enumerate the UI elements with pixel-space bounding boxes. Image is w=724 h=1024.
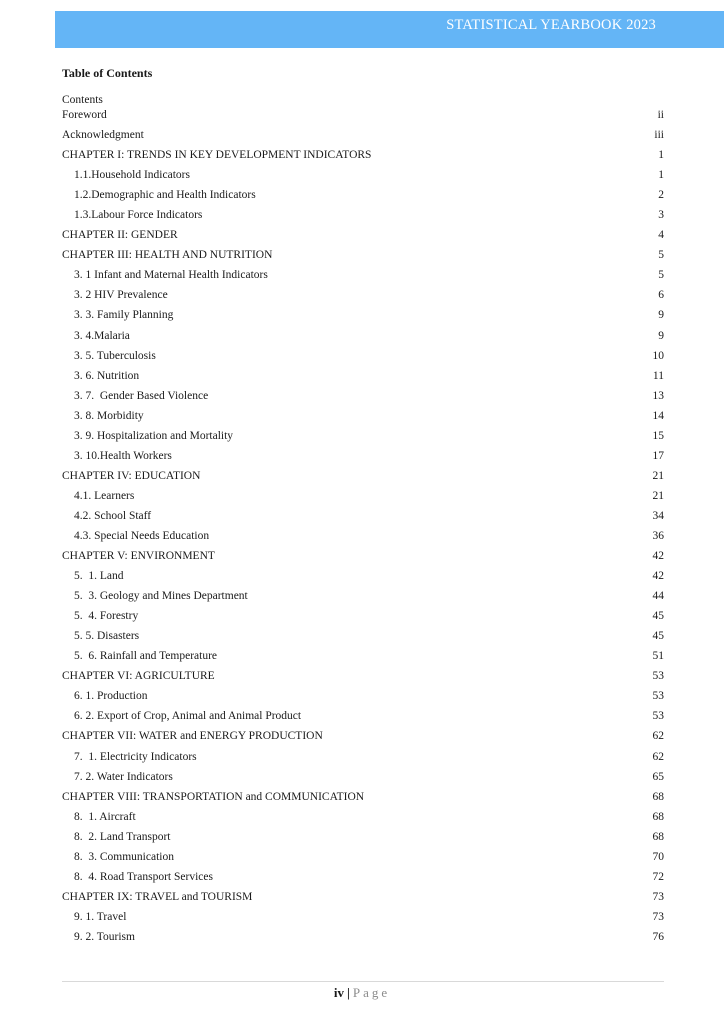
- toc-entry-page: 11: [652, 369, 664, 382]
- toc-entry-page: ii: [657, 109, 664, 121]
- toc-section-entry[interactable]: [62, 909, 664, 929]
- toc-entry-page: 53: [652, 670, 664, 683]
- toc-entry-title: 3. 5. Tuberculosis: [74, 349, 156, 362]
- toc-entry-title: Foreword: [62, 109, 107, 121]
- toc-entry-page: 13: [652, 389, 664, 402]
- header-band: [55, 11, 724, 48]
- toc-entry-page: 73: [652, 890, 664, 903]
- toc-entry-page: 53: [652, 710, 664, 723]
- toc-entry-page: 17: [652, 449, 664, 462]
- toc-entry-title: 1.3.Labour Force Indicators: [74, 209, 203, 222]
- toc-chapter-entry[interactable]: [62, 227, 664, 247]
- toc-entry-title: 5. 4. Forestry: [74, 610, 139, 623]
- footer-divider: [62, 981, 664, 982]
- toc-entry-page: 36: [652, 529, 664, 542]
- toc-section-entry[interactable]: [62, 648, 664, 668]
- toc-chapter-entry[interactable]: [62, 789, 664, 809]
- toc-entry-page: 62: [652, 730, 664, 743]
- toc-chapter-entry[interactable]: [62, 247, 664, 267]
- toc-section-entry[interactable]: [62, 628, 664, 648]
- toc-entry-title: 8. 2. Land Transport: [74, 830, 171, 843]
- toc-chapter-entry[interactable]: [62, 889, 664, 909]
- toc-chapter-entry[interactable]: [62, 127, 664, 147]
- toc-entry-page: 14: [652, 409, 664, 422]
- toc-list: [62, 107, 664, 949]
- toc-entry-title: Acknowledgment: [62, 129, 144, 142]
- toc-entry-page: 70: [652, 850, 664, 863]
- toc-section-entry[interactable]: [62, 528, 664, 548]
- toc-entry-title: 5. 5. Disasters: [74, 630, 140, 643]
- toc-entry-title: 4.3. Special Needs Education: [74, 529, 210, 542]
- toc-entry-title: 7. 1. Electricity Indicators: [74, 750, 197, 763]
- toc-heading: Table of Contents: [62, 66, 153, 80]
- toc-entry-page: 2: [658, 189, 664, 202]
- toc-section-entry[interactable]: [62, 488, 664, 508]
- toc-section-entry[interactable]: [62, 809, 664, 829]
- document-title: STATISTICAL YEARBOOK 2023: [446, 17, 656, 33]
- toc-entry-page: 1: [658, 169, 664, 182]
- toc-entry-title: 3. 10.Health Workers: [74, 449, 172, 462]
- toc-entry-title: 5. 3. Geology and Mines Department: [74, 590, 248, 603]
- toc-chapter-entry[interactable]: [62, 728, 664, 748]
- toc-entry-page: 6: [658, 289, 664, 302]
- toc-entry-page: 9: [658, 329, 664, 342]
- toc-chapter-entry[interactable]: [62, 147, 664, 167]
- toc-entry-page: 34: [652, 509, 664, 522]
- toc-entry-title: 9. 1. Travel: [74, 910, 127, 923]
- toc-section-entry[interactable]: [62, 508, 664, 528]
- toc-entry-title: 4.1. Learners: [74, 489, 135, 502]
- toc-entry-page: 15: [652, 429, 664, 442]
- toc-entry-title: 4.2. School Staff: [74, 509, 152, 522]
- toc-entry-page: 10: [652, 349, 664, 362]
- toc-entry-page: 51: [652, 650, 664, 663]
- toc-entry-title: 6. 1. Production: [74, 690, 148, 703]
- contents-label: Contents: [62, 94, 103, 106]
- toc-section-entry[interactable]: [62, 328, 664, 348]
- toc-entry-title: 3. 8. Morbidity: [74, 409, 144, 422]
- toc-chapter-entry[interactable]: [62, 107, 664, 127]
- page-label: Page: [352, 985, 391, 1000]
- toc-entry-title: 8. 4. Road Transport Services: [74, 870, 213, 883]
- toc-entry-title: 8. 3. Communication: [74, 850, 174, 863]
- toc-entry-title: 3. 1 Infant and Maternal Health Indicators: [74, 269, 268, 282]
- toc-entry-page: 65: [652, 770, 664, 783]
- toc-entry-page: 73: [652, 910, 664, 923]
- toc-section-entry[interactable]: [62, 267, 664, 287]
- toc-entry-title: 5. 1. Land: [74, 570, 124, 583]
- toc-section-entry[interactable]: [62, 588, 664, 608]
- toc-section-entry[interactable]: [62, 708, 664, 728]
- toc-entry-title: 3. 4.Malaria: [74, 329, 130, 342]
- toc-entry-page: iii: [654, 129, 664, 142]
- toc-section-entry[interactable]: [62, 167, 664, 187]
- toc-entry-title: CHAPTER VI: AGRICULTURE: [62, 670, 215, 683]
- toc-entry-page: 68: [652, 790, 664, 803]
- toc-section-entry[interactable]: [62, 749, 664, 769]
- toc-entry-page: 1: [658, 149, 664, 162]
- toc-entry-page: 76: [652, 930, 664, 943]
- toc-section-entry[interactable]: [62, 388, 664, 408]
- toc-section-entry[interactable]: [62, 408, 664, 428]
- toc-entry-title: 9. 2. Tourism: [74, 930, 135, 943]
- toc-section-entry[interactable]: [62, 307, 664, 327]
- toc-entry-page: 5: [658, 249, 664, 262]
- toc-entry-title: 1.1.Household Indicators: [74, 169, 190, 182]
- toc-entry-page: 42: [652, 570, 664, 583]
- toc-section-entry[interactable]: [62, 187, 664, 207]
- footer-separator: |: [346, 985, 350, 1000]
- toc-section-entry[interactable]: [62, 348, 664, 368]
- toc-section-entry[interactable]: [62, 769, 664, 789]
- toc-section-entry[interactable]: [62, 608, 664, 628]
- toc-entry-title: 8. 1. Aircraft: [74, 810, 136, 823]
- toc-entry-title: 3. 6. Nutrition: [74, 369, 140, 382]
- toc-entry-page: 44: [652, 590, 664, 603]
- toc-section-entry[interactable]: [62, 688, 664, 708]
- toc-section-entry[interactable]: [62, 287, 664, 307]
- toc-entry-page: 4: [658, 229, 664, 242]
- toc-chapter-entry[interactable]: [62, 468, 664, 488]
- toc-section-entry[interactable]: [62, 869, 664, 889]
- toc-entry-page: 21: [652, 489, 664, 502]
- toc-entry-page: 9: [658, 309, 664, 322]
- toc-entry-title: 3. 9. Hospitalization and Mortality: [74, 429, 234, 442]
- toc-entry-title: 3. 7. Gender Based Violence: [74, 389, 209, 402]
- toc-entry-page: 21: [652, 469, 664, 482]
- toc-entry-page: 62: [652, 750, 664, 763]
- toc-entry-title: 1.2.Demographic and Health Indicators: [74, 189, 256, 202]
- toc-chapter-entry[interactable]: [62, 668, 664, 688]
- toc-entry-page: 72: [652, 870, 664, 883]
- toc-entry-page: 45: [652, 630, 664, 643]
- toc-entry-page: 53: [652, 690, 664, 703]
- toc-section-entry[interactable]: [62, 207, 664, 227]
- toc-entry-title: CHAPTER I: TRENDS IN KEY DEVELOPMENT INDICATORS: [62, 149, 372, 162]
- toc-entry-title: 3. 2 HIV Prevalence: [74, 289, 168, 302]
- page-footer: [0, 985, 724, 1001]
- toc-section-entry[interactable]: [62, 568, 664, 588]
- toc-entry-title: 5. 6. Rainfall and Temperature: [74, 650, 218, 663]
- toc-entry-page: 68: [652, 810, 664, 823]
- toc-entry-title: CHAPTER III: HEALTH AND NUTRITION: [62, 249, 273, 262]
- toc-section-entry[interactable]: [62, 829, 664, 849]
- toc-entry-title: CHAPTER VIII: TRANSPORTATION and COMMUNICATION: [62, 790, 365, 803]
- toc-section-entry[interactable]: [62, 448, 664, 468]
- toc-entry-page: 3: [658, 209, 664, 222]
- toc-entry-title: CHAPTER IX: TRAVEL and TOURISM: [62, 890, 253, 903]
- toc-section-entry[interactable]: [62, 428, 664, 448]
- page-number: iv: [333, 985, 344, 1000]
- toc-entry-title: 6. 2. Export of Crop, Animal and Animal Product: [74, 710, 302, 723]
- toc-entry-title: 7. 2. Water Indicators: [74, 770, 173, 783]
- toc-section-entry[interactable]: [62, 368, 664, 388]
- toc-entry-page: 5: [658, 269, 664, 282]
- toc-entry-title: 3. 3. Family Planning: [74, 309, 174, 322]
- toc-entry-page: 42: [652, 550, 664, 563]
- toc-entry-page: 68: [652, 830, 664, 843]
- toc-entry-page: 45: [652, 610, 664, 623]
- toc-entry-title: CHAPTER V: ENVIRONMENT: [62, 550, 215, 563]
- toc-entry-title: CHAPTER II: GENDER: [62, 229, 178, 242]
- toc-section-entry[interactable]: [62, 849, 664, 869]
- toc-entry-title: CHAPTER VII: WATER and ENERGY PRODUCTION: [62, 730, 323, 743]
- toc-entry-title: CHAPTER IV: EDUCATION: [62, 469, 201, 482]
- toc-chapter-entry[interactable]: [62, 548, 664, 568]
- toc-section-entry[interactable]: [62, 929, 664, 949]
